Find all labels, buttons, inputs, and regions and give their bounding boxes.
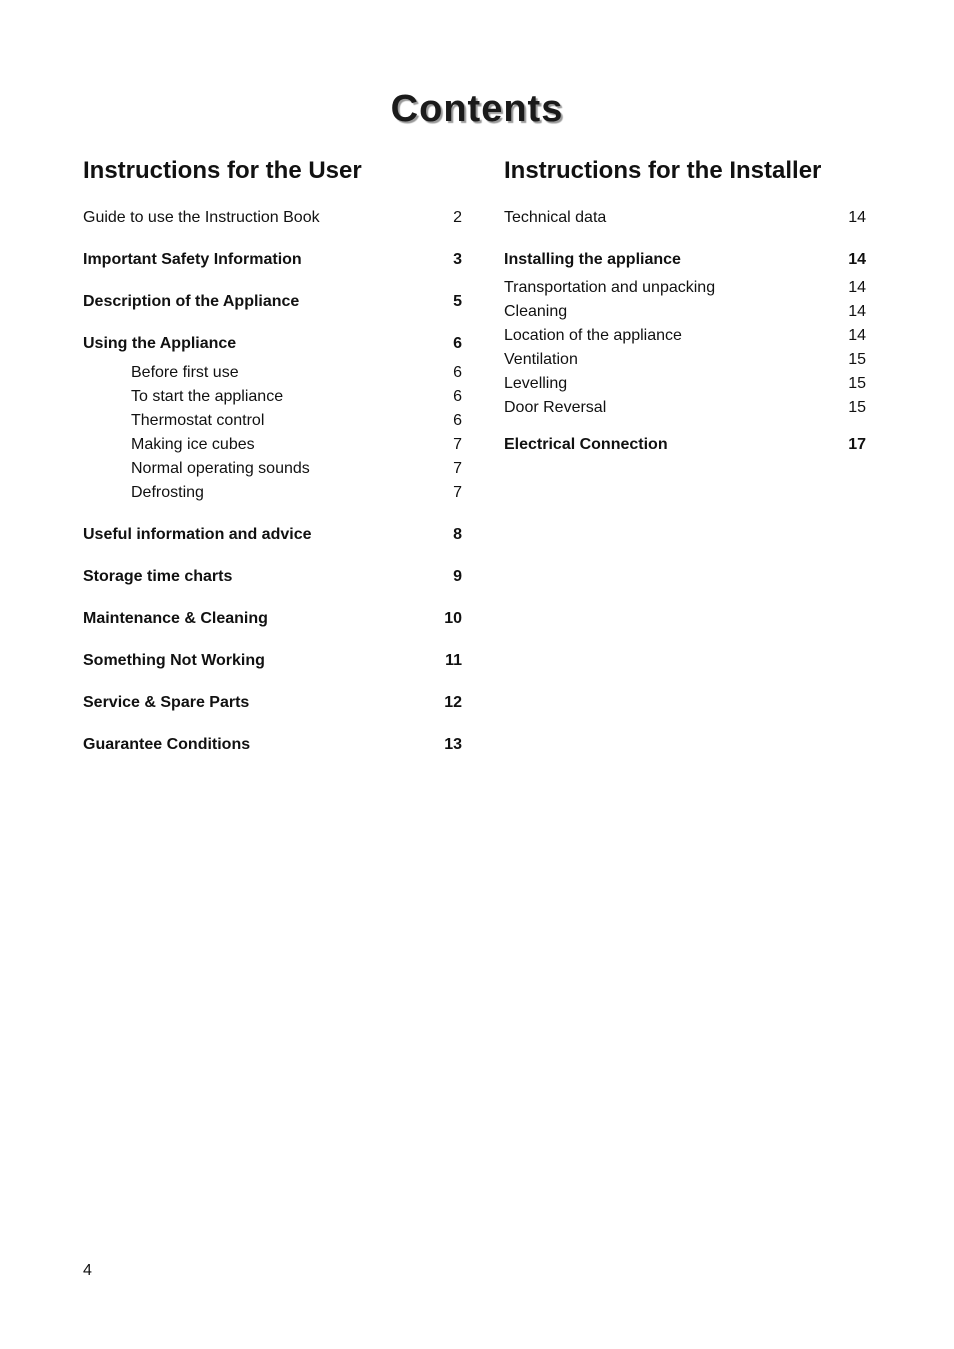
toc-entry	[504, 433, 866, 457]
toc-entry-label: Levelling	[504, 375, 568, 392]
toc-entry	[83, 565, 462, 589]
toc-entry-label: Door Reversal	[504, 399, 607, 416]
toc-entry-page: 17	[848, 436, 866, 453]
toc-entry-label: Location of the appliance	[504, 327, 682, 344]
toc-entry	[504, 206, 866, 230]
toc-entry-label: Before first use	[131, 364, 239, 381]
toc-entry-page: 2	[453, 209, 462, 226]
toc-entry-page: 11	[445, 652, 462, 669]
toc-entry-label: Cleaning	[504, 303, 568, 320]
toc-entry-label: Installing the appliance	[504, 251, 681, 268]
toc-entry-page: 7	[453, 436, 462, 453]
toc-entry-label: Maintenance & Cleaning	[83, 610, 268, 627]
user-section-heading: Instructions for the User	[83, 157, 362, 184]
toc-entry-page: 7	[453, 460, 462, 477]
toc-subentry	[504, 396, 866, 420]
toc-entry-page: 15	[848, 351, 866, 368]
toc-entry-page: 6	[453, 364, 462, 381]
toc-entry-label: Ventilation	[504, 351, 578, 368]
toc-entry-page: 3	[453, 251, 462, 268]
toc-entry-label: Something Not Working	[83, 652, 265, 669]
toc-entry-page: 14	[848, 279, 866, 296]
toc-subentry	[83, 457, 462, 481]
toc-entry-label: Electrical Connection	[504, 436, 668, 453]
toc-entry-label: Description of the Appliance	[83, 293, 300, 310]
toc-entry	[83, 332, 462, 356]
toc-entry-page: 13	[444, 736, 462, 753]
toc-entry	[83, 206, 462, 230]
toc-entry-label: Defrosting	[131, 484, 204, 501]
toc-entry-page: 6	[453, 335, 462, 352]
toc-entry-label: Storage time charts	[83, 568, 233, 585]
toc-subentry	[83, 409, 462, 433]
toc-entry	[83, 523, 462, 547]
page-number: 4	[83, 1262, 92, 1279]
toc-entry-label: Service & Spare Parts	[83, 694, 250, 711]
toc-entry-label: Guarantee Conditions	[83, 736, 251, 753]
toc-subentry	[83, 361, 462, 385]
toc-subentry	[83, 385, 462, 409]
toc-entry-label: Making ice cubes	[131, 436, 255, 453]
installer-section-heading: Instructions for the Installer	[504, 157, 822, 184]
toc-entry-page: 14	[848, 303, 866, 320]
toc-subentry	[83, 433, 462, 457]
toc-entry-label: Thermostat control	[131, 412, 265, 429]
toc-entry-label: Important Safety Information	[83, 251, 302, 268]
toc-entry-page: 7	[453, 484, 462, 501]
installer-instructions-section	[504, 156, 866, 457]
toc-entry-page: 6	[453, 412, 462, 429]
user-instructions-section	[83, 156, 462, 757]
toc-entry	[83, 691, 462, 715]
toc-entry-page: 10	[444, 610, 462, 627]
toc-entry-page: 15	[848, 375, 866, 392]
toc-entry-label: To start the appliance	[131, 388, 284, 405]
toc-subentry	[504, 324, 866, 348]
toc-subentry	[504, 300, 866, 324]
user-toc-list	[83, 206, 462, 757]
toc-entry	[83, 607, 462, 631]
toc-entry-label: Using the Appliance	[83, 335, 237, 352]
toc-subentry	[83, 481, 462, 505]
toc-entry-page: 6	[453, 388, 462, 405]
toc-entry	[504, 248, 866, 272]
toc-entry-page: 5	[453, 293, 462, 310]
toc-entry-label: Guide to use the Instruction Book	[83, 209, 320, 226]
toc-subentry	[504, 372, 866, 396]
toc-entry-label: Normal operating sounds	[131, 460, 310, 477]
toc-entry	[83, 248, 462, 272]
toc-entry-page: 15	[848, 399, 866, 416]
toc-entry-page: 14	[848, 327, 866, 344]
page-title: Contents	[390, 88, 564, 130]
toc-entry	[83, 733, 462, 757]
toc-subentry	[504, 276, 866, 300]
toc-entry-label: Transportation and unpacking	[504, 279, 716, 296]
toc-entry	[83, 649, 462, 673]
toc-entry-label: Useful information and advice	[83, 526, 312, 543]
toc-entry-page: 9	[453, 568, 462, 585]
toc-entry-page: 12	[444, 694, 462, 711]
toc-entry-page: 8	[453, 526, 462, 543]
toc-entry-label: Technical data	[504, 209, 607, 226]
toc-entry	[83, 290, 462, 314]
installer-toc-list	[504, 206, 866, 457]
toc-subentry	[504, 348, 866, 372]
toc-entry-page: 14	[848, 251, 866, 268]
toc-entry-page: 14	[848, 209, 866, 226]
